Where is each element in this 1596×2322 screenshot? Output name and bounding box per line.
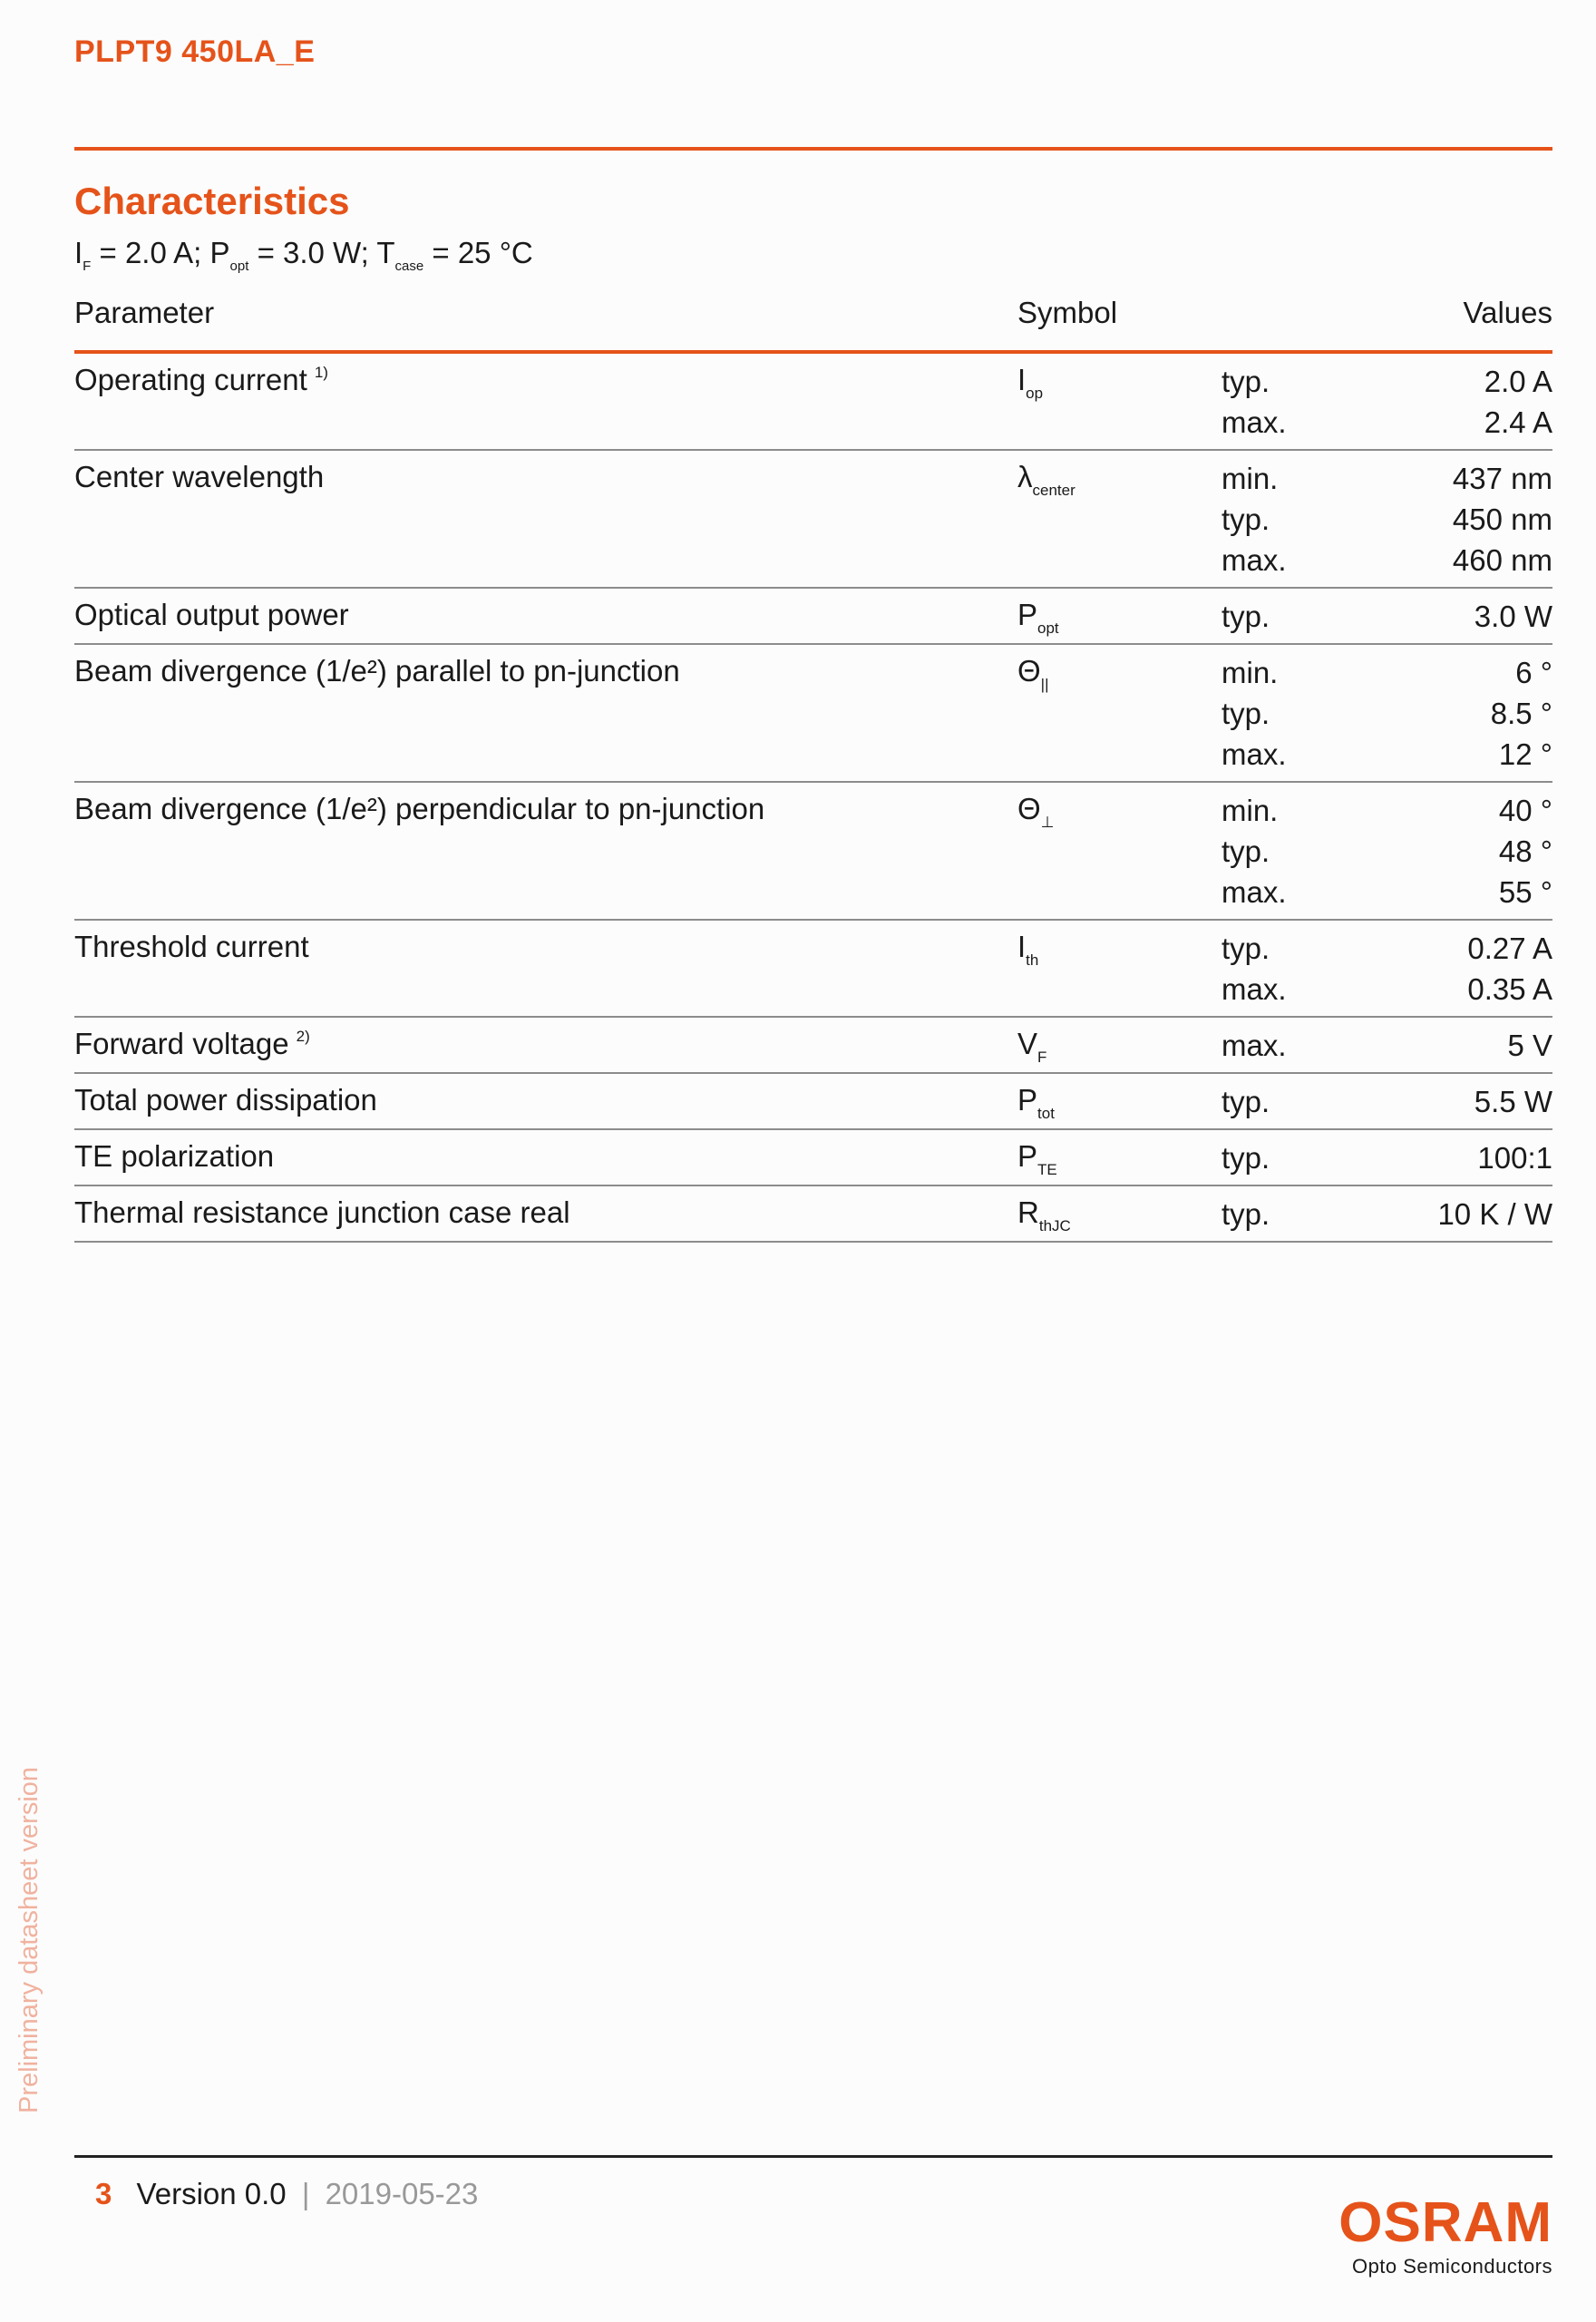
parameter-text: Threshold current bbox=[74, 930, 309, 963]
value-line bbox=[1221, 405, 1552, 446]
row-symbol bbox=[1017, 363, 1043, 403]
value-qualifier: typ. bbox=[1221, 1141, 1270, 1175]
value-number: 8.5 ° bbox=[1490, 697, 1552, 730]
side-label: Preliminary datasheet version bbox=[15, 1766, 44, 2113]
parameter-text: Total power dissipation bbox=[74, 1083, 377, 1117]
symbol-subscript: th bbox=[1026, 951, 1039, 969]
row-symbol bbox=[1017, 654, 1049, 694]
table-row bbox=[74, 1074, 1552, 1130]
value-number: 3.0 W bbox=[1474, 600, 1552, 633]
cond-i-val: = 2.0 A; bbox=[91, 236, 210, 269]
row-parameter bbox=[74, 654, 680, 688]
value-line bbox=[1221, 502, 1552, 543]
row-parameter bbox=[74, 363, 328, 397]
footer-separator: | bbox=[301, 2177, 310, 2210]
row-parameter bbox=[74, 930, 309, 964]
value-number: 2.4 A bbox=[1484, 405, 1552, 439]
row-symbol bbox=[1017, 1083, 1055, 1123]
value-number: 55 ° bbox=[1498, 875, 1552, 909]
value-qualifier: typ. bbox=[1221, 834, 1270, 868]
parameter-text: Optical output power bbox=[74, 598, 349, 631]
symbol-subscript: thJC bbox=[1038, 1217, 1071, 1234]
version: Version 0.0 bbox=[136, 2177, 287, 2210]
value-qualifier: typ. bbox=[1221, 1197, 1270, 1231]
value-qualifier: max. bbox=[1221, 1029, 1287, 1062]
cond-i: I bbox=[74, 236, 83, 269]
symbol-main: λ bbox=[1017, 460, 1033, 493]
row-values bbox=[1221, 462, 1552, 584]
row-values bbox=[1221, 600, 1552, 640]
value-number: 450 nm bbox=[1452, 502, 1552, 536]
value-qualifier: typ. bbox=[1221, 1085, 1270, 1118]
header-rule bbox=[74, 147, 1552, 151]
row-parameter bbox=[74, 792, 764, 826]
value-qualifier: max. bbox=[1221, 405, 1287, 439]
value-qualifier: max. bbox=[1221, 875, 1287, 909]
row-values bbox=[1221, 1085, 1552, 1126]
symbol-subscript: || bbox=[1040, 676, 1049, 693]
row-parameter bbox=[74, 1195, 570, 1230]
table-row bbox=[74, 645, 1552, 783]
cond-t: T bbox=[376, 236, 395, 269]
parameter-text: TE polarization bbox=[74, 1139, 275, 1173]
value-line bbox=[1221, 656, 1552, 697]
row-values bbox=[1221, 1141, 1552, 1182]
value-number: 460 nm bbox=[1452, 543, 1552, 577]
value-qualifier: typ. bbox=[1221, 600, 1270, 633]
value-qualifier: min. bbox=[1221, 656, 1279, 689]
table-row bbox=[74, 921, 1552, 1018]
value-number: 2.0 A bbox=[1484, 365, 1552, 398]
row-symbol bbox=[1017, 1027, 1046, 1067]
value-line bbox=[1221, 737, 1552, 778]
cond-t-val: = 25 °C bbox=[423, 236, 533, 269]
symbol-subscript: center bbox=[1032, 482, 1075, 499]
footer bbox=[95, 2177, 478, 2211]
value-line bbox=[1221, 875, 1552, 916]
symbol-subscript: ⊥ bbox=[1040, 814, 1055, 831]
table-row bbox=[74, 589, 1552, 645]
symbol-subscript: tot bbox=[1037, 1105, 1055, 1122]
parameter-text: Beam divergence (1/e²) parallel to pn-junction bbox=[74, 654, 680, 688]
value-number: 48 ° bbox=[1498, 834, 1552, 868]
value-line bbox=[1221, 794, 1552, 834]
row-parameter bbox=[74, 598, 349, 632]
symbol-subscript: op bbox=[1026, 385, 1044, 402]
table-body bbox=[74, 354, 1552, 1243]
row-symbol bbox=[1017, 1139, 1057, 1179]
cond-p-val: = 3.0 W; bbox=[248, 236, 377, 269]
value-number: 437 nm bbox=[1452, 462, 1552, 495]
table-row bbox=[74, 1130, 1552, 1186]
value-number: 12 ° bbox=[1498, 737, 1552, 771]
row-symbol bbox=[1017, 598, 1059, 638]
row-symbol bbox=[1017, 930, 1038, 970]
logo-brand: OSRAM bbox=[1338, 2191, 1552, 2254]
value-line bbox=[1221, 365, 1552, 405]
symbol-main: I bbox=[1017, 363, 1027, 396]
value-line bbox=[1221, 972, 1552, 1013]
document-id: PLPT9 450LA_E bbox=[74, 34, 316, 69]
table-row bbox=[74, 1186, 1552, 1243]
row-values bbox=[1221, 794, 1552, 916]
row-parameter bbox=[74, 1139, 274, 1174]
value-number: 0.35 A bbox=[1467, 972, 1552, 1006]
symbol-main: V bbox=[1017, 1027, 1038, 1060]
header-values: Values bbox=[1463, 296, 1552, 329]
section-title: Characteristics bbox=[74, 180, 350, 222]
symbol-main: P bbox=[1017, 598, 1038, 631]
value-number: 5.5 W bbox=[1474, 1085, 1552, 1118]
value-line bbox=[1221, 932, 1552, 972]
table-row bbox=[74, 354, 1552, 451]
value-line bbox=[1221, 697, 1552, 737]
value-qualifier: typ. bbox=[1221, 697, 1270, 730]
symbol-main: Θ bbox=[1017, 792, 1041, 825]
value-qualifier: min. bbox=[1221, 462, 1279, 495]
table-header bbox=[74, 288, 1552, 354]
row-values bbox=[1221, 365, 1552, 446]
symbol-subscript: F bbox=[1037, 1049, 1047, 1066]
symbol-main: P bbox=[1017, 1083, 1038, 1117]
value-qualifier: typ. bbox=[1221, 932, 1270, 965]
parameter-text: Thermal resistance junction case real bbox=[74, 1195, 570, 1229]
value-number: 40 ° bbox=[1498, 794, 1552, 827]
symbol-main: Θ bbox=[1017, 654, 1041, 688]
value-line bbox=[1221, 1085, 1552, 1126]
parameter-text: Center wavelength bbox=[74, 460, 325, 493]
value-line bbox=[1221, 834, 1552, 875]
cond-p: P bbox=[209, 236, 230, 269]
value-qualifier: typ. bbox=[1221, 502, 1270, 536]
row-symbol bbox=[1017, 460, 1075, 500]
value-line bbox=[1221, 543, 1552, 584]
parameter-text: Operating current bbox=[74, 363, 307, 396]
table-row bbox=[74, 1018, 1552, 1074]
row-symbol bbox=[1017, 1195, 1071, 1235]
page-number: 3 bbox=[95, 2177, 112, 2210]
value-line bbox=[1221, 462, 1552, 502]
symbol-subscript: opt bbox=[1037, 620, 1059, 637]
footer-rule bbox=[74, 2155, 1552, 2158]
row-parameter bbox=[74, 1083, 377, 1117]
value-number: 100:1 bbox=[1477, 1141, 1552, 1175]
symbol-subscript: TE bbox=[1037, 1161, 1057, 1178]
value-line bbox=[1221, 600, 1552, 640]
row-parameter bbox=[74, 1027, 310, 1061]
table-row bbox=[74, 451, 1552, 589]
value-qualifier: min. bbox=[1221, 794, 1279, 827]
value-qualifier: max. bbox=[1221, 543, 1287, 577]
row-values bbox=[1221, 1029, 1552, 1069]
footnote-marker: 1) bbox=[314, 364, 328, 381]
symbol-main: I bbox=[1017, 930, 1027, 963]
value-number: 6 ° bbox=[1515, 656, 1552, 689]
header-parameter: Parameter bbox=[74, 296, 215, 329]
value-qualifier: max. bbox=[1221, 972, 1287, 1006]
value-line bbox=[1221, 1197, 1552, 1238]
value-number: 10 K / W bbox=[1437, 1197, 1552, 1231]
row-values bbox=[1221, 656, 1552, 778]
osram-logo bbox=[1326, 2191, 1552, 2278]
logo-tagline: Opto Semiconductors bbox=[1351, 2255, 1552, 2278]
value-qualifier: max. bbox=[1221, 737, 1287, 771]
cond-p-sub: opt bbox=[229, 259, 249, 274]
value-qualifier: typ. bbox=[1221, 365, 1270, 398]
row-parameter bbox=[74, 460, 324, 494]
row-values bbox=[1221, 1197, 1552, 1238]
table-row bbox=[74, 783, 1552, 921]
value-number: 5 V bbox=[1507, 1029, 1552, 1062]
date: 2019-05-23 bbox=[325, 2177, 479, 2210]
row-symbol bbox=[1017, 792, 1054, 832]
parameter-text: Beam divergence (1/e²) perpendicular to pn-junction bbox=[74, 792, 765, 825]
value-line bbox=[1221, 1029, 1552, 1069]
symbol-main: R bbox=[1017, 1195, 1039, 1229]
header-symbol: Symbol bbox=[1017, 296, 1118, 329]
value-line bbox=[1221, 1141, 1552, 1182]
parameter-text: Forward voltage bbox=[74, 1027, 289, 1060]
row-values bbox=[1221, 932, 1552, 1013]
value-number: 0.27 A bbox=[1467, 932, 1552, 965]
characteristics-table bbox=[74, 288, 1552, 1243]
cond-t-sub: case bbox=[394, 259, 424, 274]
footnote-marker: 2) bbox=[296, 1028, 310, 1045]
symbol-main: P bbox=[1017, 1139, 1038, 1173]
test-conditions bbox=[74, 236, 533, 274]
cond-i-sub: F bbox=[83, 259, 92, 274]
